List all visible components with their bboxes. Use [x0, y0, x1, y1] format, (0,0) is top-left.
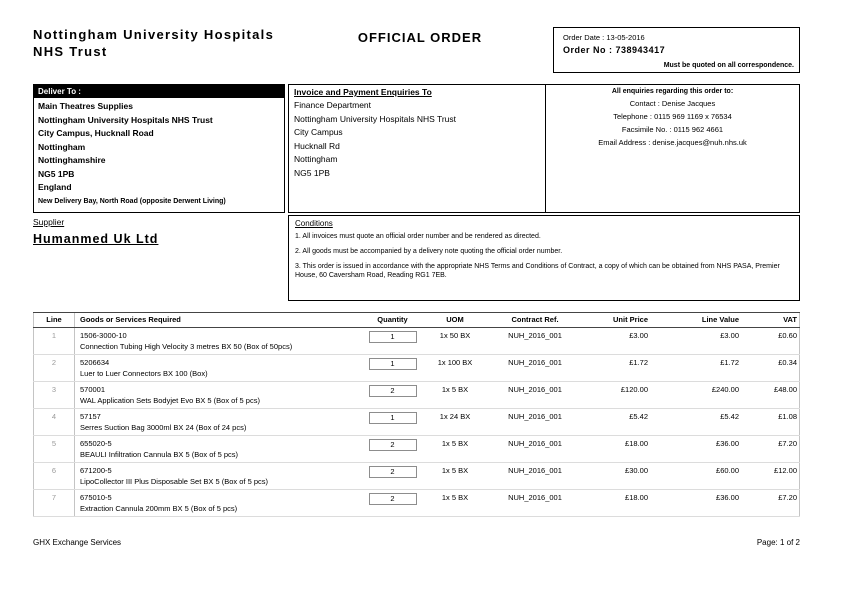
- address-line: NG5 1PB: [38, 168, 75, 179]
- item-description: Luer to Luer Connectors BX 100 (Box): [80, 369, 208, 378]
- conditions-label: Conditions: [295, 219, 333, 228]
- supplier-name: Humanmed Uk Ltd: [33, 232, 159, 246]
- goods-cell: [75, 355, 365, 381]
- item-description: LipoCollector III Plus Disposable Set BX 5 (Box of 5 pcs): [80, 477, 269, 486]
- line-number: 5: [33, 436, 75, 462]
- vat-value: £7.20: [745, 490, 800, 516]
- vat-value: £0.60: [745, 328, 800, 354]
- line-value-value: £5.42: [720, 412, 739, 421]
- conditions-box: [288, 215, 800, 301]
- quantity-cell: [365, 382, 420, 408]
- item-description: BEAULI Infiltration Cannula BX 5 (Box of 5 pcs): [80, 450, 238, 459]
- item-code: 675010-5: [80, 493, 112, 502]
- org-name-line1: Nottingham University Hospitals: [33, 27, 275, 42]
- line-value-value: £240.00: [711, 385, 739, 394]
- item-description: Serres Suction Bag 3000ml BX 24 (Box of 24 pcs): [80, 423, 247, 432]
- item-description: Connection Tubing High Velocity 3 metres BX 50 (Box of 50pcs): [80, 342, 293, 351]
- unit-price-value: £18.00: [625, 439, 648, 448]
- col-header-uom: UOM: [446, 315, 464, 324]
- order-date: [563, 33, 790, 42]
- item-code: 671200-5: [80, 466, 112, 475]
- quantity-value: 2: [369, 493, 417, 505]
- uom-value: 1x 50 BX: [439, 331, 471, 340]
- address-line: Nottingham University Hospitals NHS Trust: [38, 114, 213, 125]
- quantity-value: 2: [369, 466, 417, 478]
- contract-ref-value: NUH_2016_001: [508, 412, 562, 421]
- invoice-to-address: [294, 99, 540, 180]
- unit-price-value: £5.42: [629, 412, 648, 421]
- quantity-value: 1: [369, 412, 417, 424]
- col-header-vat: VAT: [745, 313, 800, 327]
- quantity-cell: [365, 409, 420, 435]
- goods-cell: [75, 490, 365, 516]
- invoice-to-label: Invoice and Payment Enquiries To: [294, 87, 432, 97]
- table-header-row: [33, 312, 800, 328]
- unit-price-value: £1.72: [629, 358, 648, 367]
- footer-service-name: GHX Exchange Services: [33, 538, 122, 547]
- line-value-value: £3.00: [720, 331, 739, 340]
- vat-value: £12.00: [745, 463, 800, 489]
- vat-value: £1.08: [745, 409, 800, 435]
- contract-ref-value: NUH_2016_001: [508, 385, 562, 394]
- col-header-line: Line: [33, 313, 75, 327]
- quantity-cell: [365, 490, 420, 516]
- condition-item: 2. All goods must be accompanied by a delivery note quoting the official order number.: [295, 248, 563, 255]
- line-number: 6: [33, 463, 75, 489]
- table-row: [33, 463, 800, 490]
- uom-value: 1x 24 BX: [439, 412, 471, 421]
- goods-cell: [75, 436, 365, 462]
- line-number: 7: [33, 490, 75, 516]
- supplier-section: [33, 217, 158, 246]
- vat-value: £48.00: [745, 382, 800, 408]
- item-description: WAL Application Sets Bodyjet Evo BX 5 (Box of 5 pcs): [80, 396, 260, 405]
- condition-item: 3. This order is issued in accordance with the appropriate NHS Terms and Conditions of Contract, a copy of which can be obtained from NHS PASA, Premier House, 60 Caversham Road, Reading RG1 7EB.: [295, 263, 780, 279]
- enquiries-label: All enquiries regarding this order to:: [611, 88, 734, 95]
- col-header-contract: Contract Ref.: [511, 315, 559, 324]
- uom-value: 1x 5 BX: [441, 385, 469, 394]
- col-header-goods: Goods or Services Required: [80, 315, 181, 324]
- deliver-to-address: [34, 98, 284, 197]
- table-row: [33, 436, 800, 463]
- order-number: [563, 45, 790, 55]
- quantity-value: 1: [369, 358, 417, 370]
- contract-ref-value: NUH_2016_001: [508, 358, 562, 367]
- line-value-value: £60.00: [716, 466, 739, 475]
- table-row: [33, 382, 800, 409]
- col-header-quantity: Quantity: [377, 315, 408, 324]
- order-date-value: 13-05-2016: [606, 33, 645, 42]
- uom-value: 1x 5 BX: [441, 466, 469, 475]
- item-code: 570001: [80, 385, 106, 394]
- address-line: Nottingham: [294, 154, 338, 164]
- footer-page-number: Page: 1 of 2: [756, 538, 800, 547]
- contract-ref-value: NUH_2016_001: [508, 466, 562, 475]
- address-line: England: [38, 182, 72, 192]
- vat-value: £0.34: [745, 355, 800, 381]
- unit-price-value: £18.00: [625, 493, 648, 502]
- goods-cell: [75, 382, 365, 408]
- goods-cell: [75, 328, 365, 354]
- address-line: Main Theatres Supplies: [38, 101, 133, 111]
- uom-value: 1x 5 BX: [441, 439, 469, 448]
- org-name: [33, 26, 274, 60]
- goods-cell: [75, 409, 365, 435]
- item-description: Extraction Cannula 200mm BX 5 (Box of 5 pcs): [80, 504, 238, 513]
- order-number-label: Order No :: [563, 45, 613, 55]
- contact-detail-line: Facsimile No. : 0115 962 4661: [621, 125, 724, 134]
- contact-detail-line: Telephone : 0115 969 1169 x 76534: [613, 112, 732, 121]
- address-line: Nottingham: [38, 141, 86, 152]
- contract-ref-value: NUH_2016_001: [508, 439, 562, 448]
- table-row: [33, 328, 800, 355]
- invoice-pane: [289, 85, 546, 212]
- quantity-cell: [365, 463, 420, 489]
- uom-value: 1x 5 BX: [441, 493, 469, 502]
- line-value-value: £1.72: [720, 358, 739, 367]
- order-lines-body: [33, 328, 800, 517]
- line-value-value: £36.00: [716, 439, 739, 448]
- deliver-to-box: [33, 84, 285, 213]
- item-code: 5206634: [80, 358, 110, 367]
- table-row: [33, 409, 800, 436]
- table-row: [33, 355, 800, 382]
- unit-price-value: £3.00: [629, 331, 648, 340]
- col-header-unit-price: Unit Price: [612, 315, 648, 324]
- contract-ref-value: NUH_2016_001: [508, 493, 562, 502]
- line-number: 4: [33, 409, 75, 435]
- line-number: 2: [33, 355, 75, 381]
- vat-value: £7.20: [745, 436, 800, 462]
- condition-item: 1. All invoices must quote an official order number and be rendered as directed.: [295, 233, 541, 240]
- contract-ref-value: NUH_2016_001: [508, 331, 562, 340]
- enquiries-pane: [546, 85, 799, 212]
- address-line: City Campus, Hucknall Road: [38, 128, 154, 138]
- unit-price-value: £30.00: [625, 466, 648, 475]
- order-info-box: [553, 27, 800, 73]
- goods-cell: [75, 463, 365, 489]
- address-line: City Campus: [294, 127, 343, 137]
- line-number: 1: [33, 328, 75, 354]
- quantity-value: 2: [369, 439, 417, 451]
- invoice-enquiries-box: [288, 84, 800, 213]
- org-name-line2: NHS Trust: [33, 44, 108, 59]
- line-value-value: £36.00: [716, 493, 739, 502]
- quantity-cell: [365, 328, 420, 354]
- table-row: [33, 490, 800, 517]
- col-header-line-value: Line Value: [701, 315, 739, 324]
- conditions-list: [295, 232, 793, 280]
- order-number-value: 738943417: [615, 45, 666, 55]
- uom-value: 1x 100 BX: [437, 358, 473, 367]
- unit-price-value: £120.00: [620, 385, 648, 394]
- quantity-cell: [365, 436, 420, 462]
- address-line: Nottingham University Hospitals NHS Trust: [294, 113, 457, 124]
- document-title: OFFICIAL ORDER: [357, 30, 483, 45]
- address-line: NG5 1PB: [294, 167, 330, 178]
- address-line: Finance Department: [294, 100, 372, 110]
- deliver-to-label: Deliver To :: [34, 85, 284, 98]
- supplier-label: Supplier: [33, 217, 65, 227]
- order-date-label: Order Date :: [563, 33, 605, 42]
- order-lines-table: [33, 312, 800, 517]
- quantity-cell: [365, 355, 420, 381]
- enquiries-contact-details: [550, 97, 795, 149]
- item-code: 57157: [80, 412, 101, 421]
- delivery-note: New Delivery Bay, North Road (opposite Derwent Living): [38, 197, 226, 205]
- item-code: 1506-3000-10: [80, 331, 127, 340]
- order-quote-note: Must be quoted on all correspondence.: [663, 62, 794, 69]
- address-line: Hucknall Rd: [294, 140, 340, 151]
- quantity-value: 1: [369, 331, 417, 343]
- quantity-value: 2: [369, 385, 417, 397]
- address-line: Nottinghamshire: [38, 155, 106, 165]
- item-code: 655020-5: [80, 439, 112, 448]
- line-number: 3: [33, 382, 75, 408]
- contact-detail-line: Email Address : denise.jacques@nuh.nhs.uk: [598, 138, 747, 147]
- contact-detail-line: Contact : Denise Jacques: [629, 99, 716, 108]
